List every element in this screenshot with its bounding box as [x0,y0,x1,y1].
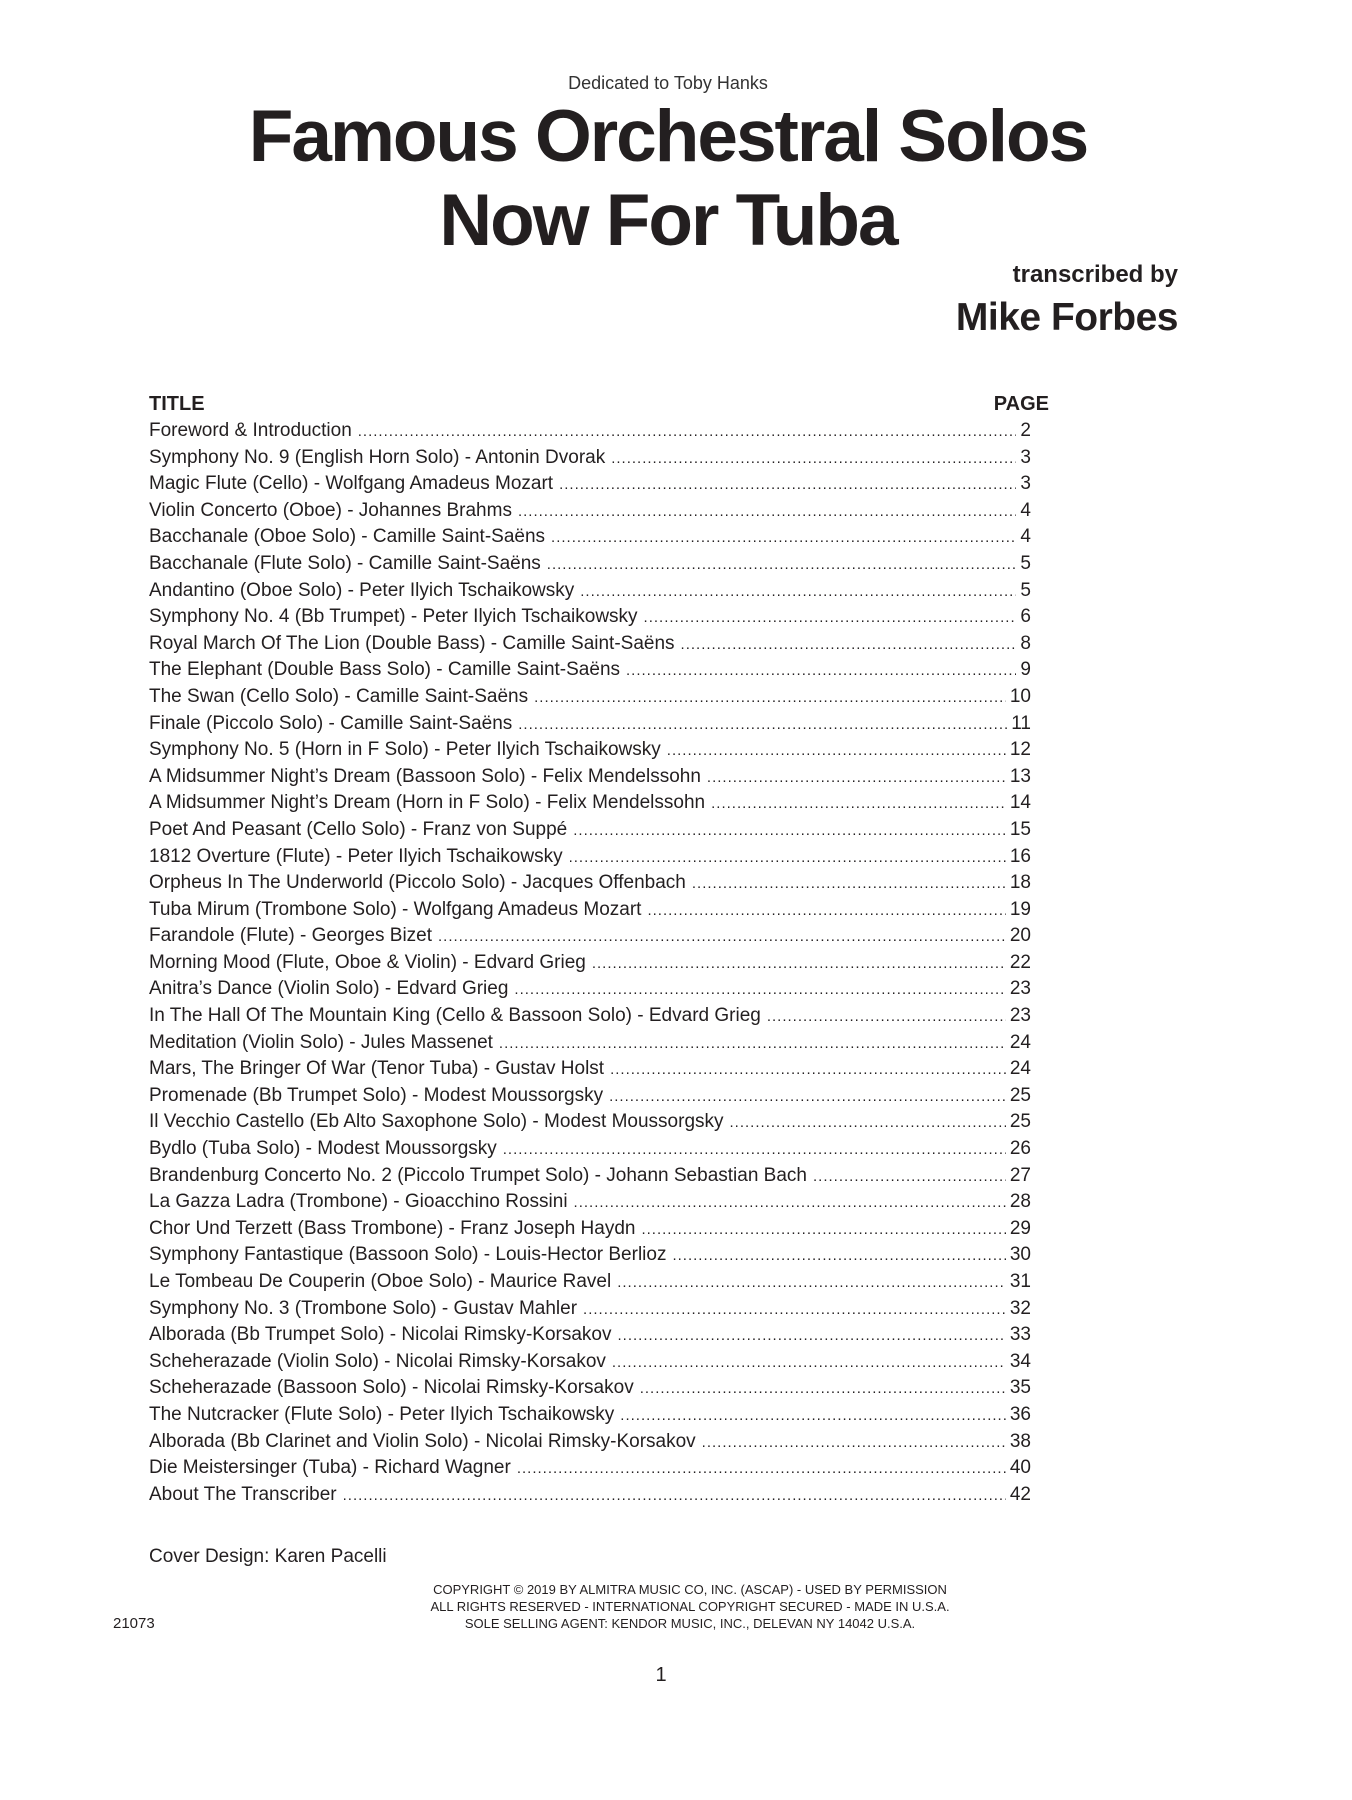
toc-entry [149,1429,1031,1456]
toc-entry-page: 25 [1009,1111,1031,1133]
toc-entry-page: 15 [1009,818,1031,840]
dot-leader [767,1004,1006,1031]
toc-entry-page: 24 [1009,1058,1031,1080]
dot-leader [611,446,1016,473]
toc-entry-title: Brandenburg Concerto No. 2 (Piccolo Trumpet Solo) - Johann Sebastian Bach [149,1164,807,1186]
toc-entry [149,524,1031,551]
toc-entry-page: 25 [1009,1084,1031,1106]
toc-entry [149,1163,1031,1190]
toc-entry-page: 13 [1009,765,1031,787]
dot-leader [573,818,1006,845]
toc-entry-title: Violin Concerto (Oboe) - Johannes Brahms [149,499,512,521]
toc-entry-page: 11 [1011,712,1031,734]
transcribed-by-label: transcribed by [1012,261,1178,288]
dot-leader [518,712,1007,739]
toc-entry-title: Le Tombeau De Couperin (Oboe Solo) - Maurice Ravel [149,1271,612,1292]
dot-leader [438,924,1006,951]
toc-entry [149,1083,1031,1110]
toc-entry [149,897,1031,924]
book-title [0,95,1352,263]
dot-leader [692,871,1006,898]
toc-entry-title: Scheherazade (Violin Solo) - Nicolai Rimsky-Korsakov [149,1350,606,1372]
dot-leader [681,632,1017,659]
toc-entry-title: Anitra’s Dance (Violin Solo) - Edvard Grieg [149,978,509,1000]
toc-entry-title: Bydlo (Tuba Solo) - Modest Moussorgsky [149,1138,497,1160]
toc-entry-page: 27 [1009,1164,1031,1186]
toc-entry-page: 28 [1009,1191,1031,1213]
toc-entry-title: Poet And Peasant (Cello Solo) - Franz von Suppé [149,818,568,840]
dot-leader [343,1483,1006,1510]
toc-entry [149,1189,1031,1216]
toc-entry-title: Chor Und Terzett (Bass Trombone) - Franz Joseph Haydn [149,1217,636,1239]
toc-entry-page: 6 [1020,606,1031,628]
toc-entry-page: 10 [1009,685,1031,707]
toc-entry-page: 23 [1009,978,1031,1000]
toc-entry-page: 34 [1009,1350,1031,1372]
toc-entry [149,1349,1031,1376]
toc-entry-title: Scheherazade (Bassoon Solo) - Nicolai Rimsky-Korsakov [149,1377,634,1399]
toc-entry [149,1375,1031,1402]
toc-entry [149,657,1031,684]
dot-leader [620,1403,1006,1430]
toc-entry-title: Alborada (Bb Clarinet and Violin Solo) - Nicolai Rimsky-Korsakov [149,1430,696,1452]
toc-entry [149,498,1031,525]
dot-leader [569,845,1006,872]
dot-leader [580,579,1016,606]
dot-leader [813,1164,1006,1191]
toc-entry-title: A Midsummer Night’s Dream (Horn in F Solo) - Felix Mendelssohn [149,792,706,814]
toc-entry-page: 29 [1009,1217,1031,1239]
toc-entry-page: 18 [1009,872,1031,894]
dot-leader [358,419,1017,446]
dot-leader [644,605,1017,632]
toc-entry-page: 31 [1009,1271,1031,1292]
toc-entry [149,684,1031,711]
toc-entry-title: 1812 Overture (Flute) - Peter Ilyich Tschaikowsky [149,845,563,867]
dot-leader [617,1270,1006,1297]
dot-leader [559,472,1016,499]
dot-leader [626,658,1016,685]
toc-entry-title: Orpheus In The Underworld (Piccolo Solo) - Jacques Offenbach [149,872,686,894]
dot-leader [640,1376,1006,1403]
toc-entry [149,950,1031,977]
dot-leader [534,685,1006,712]
toc-entry [149,817,1031,844]
toc-entry [149,1056,1031,1083]
catalog-number: 21073 [113,1615,155,1632]
toc-entry [149,1455,1031,1482]
toc-entry [149,418,1031,445]
toc-entry-page: 16 [1009,845,1031,867]
toc-entry-title: Farandole (Flute) - Georges Bizet [149,925,433,947]
dot-leader [583,1297,1006,1324]
toc-entry-title: Symphony No. 3 (Trombone Solo) - Gustav Mahler [149,1297,578,1319]
book-title-line-1: Famous Orchestral Solos [248,96,1088,177]
toc-entry-title: Symphony No. 4 (Bb Trumpet) - Peter Ilyich Tschaikowsky [149,606,638,628]
toc-entry [149,1296,1031,1323]
toc-entry-page: 30 [1009,1244,1031,1266]
toc-entry [149,1003,1031,1030]
toc-entry-page: 22 [1009,951,1031,973]
toc-entry [149,711,1031,738]
toc-entry [149,1136,1031,1163]
toc-entry [149,1216,1031,1243]
toc-entry-page: 32 [1009,1297,1031,1319]
toc-entry-title: Foreword & Introduction [149,420,352,441]
copyright-line: COPYRIGHT © 2019 BY ALMITRA MUSIC CO, INC. (ASCAP) - USED BY PERMISSION [433,1582,947,1597]
toc-entry [149,976,1031,1003]
dot-leader [711,791,1006,818]
toc-entry-page: 14 [1009,792,1031,814]
toc-entry [149,764,1031,791]
toc-entry-title: Finale (Piccolo Solo) - Camille Saint-Saëns [149,712,513,734]
toc-entry-title: A Midsummer Night’s Dream (Bassoon Solo) - Felix Mendelssohn [149,765,701,787]
dot-leader [707,765,1006,792]
dot-leader [618,1323,1006,1350]
toc-entry [149,1322,1031,1349]
toc-entry [149,870,1031,897]
toc-entry-page: 36 [1009,1403,1031,1425]
toc-entry-title: The Nutcracker (Flute Solo) - Peter Ilyich Tschaikowsky [149,1403,615,1425]
toc-entry-title: Promenade (Bb Trumpet Solo) - Modest Moussorgsky [149,1084,604,1106]
dot-leader [730,1110,1006,1137]
toc-entry-title: Bacchanale (Oboe Solo) - Camille Saint-Saëns [149,526,546,548]
toc-entry-title: Die Meistersinger (Tuba) - Richard Wagner [149,1457,511,1479]
dot-leader [609,1084,1006,1111]
toc-entry-page: 4 [1020,526,1031,548]
table-of-contents [149,418,1031,1508]
toc-entry-page: 5 [1020,579,1031,601]
toc-entry-page: 20 [1009,925,1031,947]
toc-entry-title: Magic Flute (Cello) - Wolfgang Amadeus Mozart [149,473,554,495]
copyright-line: ALL RIGHTS RESERVED - INTERNATIONAL COPYRIGHT SECURED - MADE IN U.S.A. [430,1599,950,1614]
dot-leader [667,738,1006,765]
toc-entry-page: 42 [1009,1483,1031,1505]
dot-leader [672,1243,1005,1270]
dot-leader [612,1350,1006,1377]
dedication: Dedicated to Toby Hanks [568,73,768,93]
toc-entry-title: About The Transcriber [149,1483,337,1505]
dot-leader [503,1137,1006,1164]
dot-leader [499,1031,1006,1058]
dot-leader [514,977,1005,1004]
transcriber-name: Mike Forbes [955,296,1178,339]
page-number: 1 [655,1664,667,1686]
toc-entry-page: 33 [1009,1324,1031,1346]
toc-entry-title: Symphony No. 5 (Horn in F Solo) - Peter Ilyich Tschaikowsky [149,739,661,761]
dot-leader [592,951,1006,978]
dot-leader [641,1217,1005,1244]
toc-entry-page: 38 [1009,1430,1031,1452]
toc-entry-page: 35 [1009,1377,1031,1399]
toc-entry-title: In The Hall Of The Mountain King (Cello & Bassoon Solo) - Edvard Grieg [149,1005,761,1027]
toc-entry [149,445,1031,472]
toc-entry-title: Tuba Mirum (Trombone Solo) - Wolfgang Amadeus Mozart [149,898,642,920]
dot-leader [702,1430,1006,1457]
toc-entry [149,604,1031,631]
toc-entry-page: 2 [1020,420,1031,441]
toc-entry-title: Morning Mood (Flute, Oboe & Violin) - Edvard Grieg [149,951,586,973]
toc-entry-page: 26 [1009,1138,1031,1160]
toc-entry-title: Symphony No. 9 (English Horn Solo) - Antonin Dvorak [149,446,606,468]
toc-entry [149,1109,1031,1136]
dot-leader [551,525,1016,552]
toc-entry [149,471,1031,498]
toc-entry [149,844,1031,871]
toc-entry-page: 4 [1020,499,1031,521]
toc-entry [149,737,1031,764]
toc-entry-page: 12 [1009,739,1031,761]
book-title-line-2: Now For Tuba [439,180,897,261]
toc-entry [149,1242,1031,1269]
toc-header-title: TITLE [149,393,205,415]
toc-entry [149,1269,1031,1296]
toc-entry [149,1402,1031,1429]
toc-entry-title: Royal March Of The Lion (Double Bass) - Camille Saint-Saëns [149,632,675,654]
dot-leader [610,1057,1006,1084]
toc-entry-title: The Swan (Cello Solo) - Camille Saint-Saëns [149,685,529,707]
toc-entry-page: 40 [1009,1457,1031,1479]
toc-entry-page: 9 [1020,659,1031,681]
toc-entry-title: Il Vecchio Castello (Eb Alto Saxophone Solo) - Modest Moussorgsky [149,1111,724,1133]
dot-leader [574,1190,1006,1217]
toc-entry [149,1030,1031,1057]
toc-entry-title: Andantino (Oboe Solo) - Peter Ilyich Tschaikowsky [149,579,575,601]
toc-entry-page: 19 [1009,898,1031,920]
toc-header [149,393,1049,417]
dot-leader [547,552,1017,579]
cover-design-credit: Cover Design: Karen Pacelli [149,1546,387,1567]
toc-entry [149,551,1031,578]
toc-entry-page: 3 [1020,473,1031,495]
toc-entry [149,923,1031,950]
toc-entry [149,578,1031,605]
copyright-notice [0,1581,1352,1632]
copyright-line: SOLE SELLING AGENT: KENDOR MUSIC, INC., DELEVAN NY 14042 U.S.A. [464,1616,916,1631]
dot-leader [518,499,1016,526]
toc-entry [149,631,1031,658]
toc-entry-title: The Elephant (Double Bass Solo) - Camille Saint-Saëns [149,659,621,681]
toc-entry-title: Symphony Fantastique (Bassoon Solo) - Louis-Hector Berlioz [149,1244,667,1266]
toc-header-page: PAGE [993,393,1049,415]
toc-entry [149,790,1031,817]
toc-entry-page: 23 [1009,1005,1031,1027]
toc-entry-title: Alborada (Bb Trumpet Solo) - Nicolai Rimsky-Korsakov [149,1324,612,1346]
toc-entry-title: Bacchanale (Flute Solo) - Camille Saint-Saëns [149,552,541,574]
toc-entry-page: 3 [1020,446,1031,468]
dot-leader [647,898,1005,925]
toc-entry-page: 5 [1020,552,1031,574]
toc-entry [149,1482,1031,1509]
dot-leader [517,1456,1006,1483]
toc-entry-page: 24 [1009,1031,1031,1053]
toc-entry-title: Mars, The Bringer Of War (Tenor Tuba) - Gustav Holst [149,1058,605,1080]
toc-entry-title: La Gazza Ladra (Trombone) - Gioacchino Rossini [149,1191,568,1213]
toc-entry-page: 8 [1020,632,1031,654]
toc-entry-title: Meditation (Violin Solo) - Jules Massenet [149,1031,493,1053]
